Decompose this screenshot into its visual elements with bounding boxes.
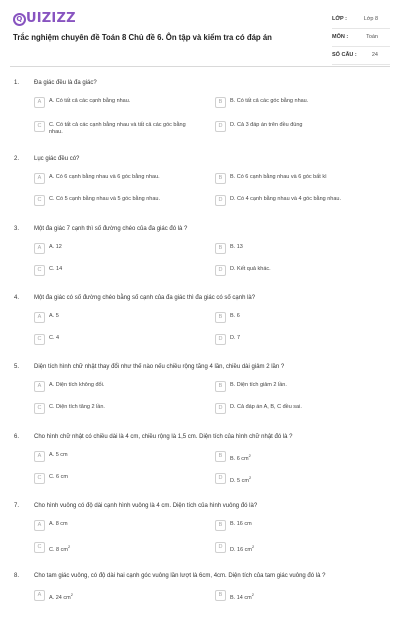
option-text-main: C. 8 cm: [49, 546, 68, 553]
answer-option[interactable]: [34, 334, 204, 346]
option-letter-box: A: [34, 243, 45, 254]
option-letter-box: A: [34, 590, 45, 601]
question-item: [0, 503, 400, 573]
info-value: 24: [371, 52, 378, 58]
question-number: 7.: [14, 503, 20, 509]
option-letter-box: C: [34, 334, 45, 345]
option-text-main: C. 14: [49, 266, 63, 272]
option-superscript: 2: [67, 544, 71, 549]
question-item: [0, 434, 400, 504]
option-text-main: B. Có tất cả các góc bằng nhau.: [230, 98, 309, 104]
option-text: [230, 543, 380, 554]
option-text-main: A. Có 6 cạnh bằng nhau và 6 góc bằng nhau.: [49, 174, 160, 180]
option-text-main: B. 16 cm: [230, 521, 252, 527]
question-text: Một đa giác 7 cạnh thì số đường chéo của đa giác đó là ?: [34, 226, 188, 232]
option-text: [49, 404, 199, 411]
option-text-main: D. 16 cm: [230, 546, 253, 553]
answer-option[interactable]: [34, 195, 204, 207]
option-text-main: D. 7: [230, 335, 241, 341]
option-text-main: A. 5 cm: [49, 452, 68, 458]
option-text: [49, 266, 199, 273]
option-letter-box: D: [215, 265, 226, 276]
option-letter-box: A: [34, 173, 45, 184]
info-key: SỐ CÂU :: [332, 52, 357, 58]
info-row: [332, 32, 390, 47]
answer-option[interactable]: [34, 590, 204, 602]
question-number: 2.: [14, 156, 20, 162]
option-letter-box: B: [215, 381, 226, 392]
answer-option[interactable]: [34, 542, 204, 554]
info-row: [332, 50, 390, 65]
option-text-main: A. 5: [49, 313, 59, 319]
option-text: [49, 382, 199, 389]
header-divider: [10, 66, 390, 67]
option-letter-box: A: [34, 312, 45, 323]
option-text-main: B. 6: [230, 313, 240, 319]
option-superscript: 2: [248, 475, 252, 480]
question-text: Đa giác đều là đa giác?: [34, 80, 97, 86]
option-text-main: C. 6 cm: [49, 474, 68, 480]
option-text: [49, 196, 199, 203]
option-text: [49, 244, 199, 251]
option-text-main: D. Cả đáp án A, B, C đều sai.: [230, 404, 302, 410]
option-letter-box: C: [34, 121, 45, 132]
answer-option[interactable]: [215, 520, 385, 532]
page-title: Trắc nghiệm chuyên đề Toán 8 Chủ đề 6. Ôn tập và kiểm tra có đáp án: [13, 33, 272, 42]
option-text: [49, 335, 199, 342]
info-box: [332, 14, 390, 68]
option-text-main: B. Diện tích giảm 2 lần.: [230, 382, 287, 388]
option-text-main: B. Có 6 cạnh bằng nhau và 6 góc bất kì: [230, 174, 327, 180]
option-letter-box: D: [215, 542, 226, 553]
option-text: [230, 452, 380, 463]
option-letter-box: A: [34, 520, 45, 531]
option-text: [49, 452, 199, 459]
option-letter-box: C: [34, 195, 45, 206]
answer-option[interactable]: [215, 173, 385, 185]
option-text: [49, 591, 199, 602]
answer-option[interactable]: [215, 542, 385, 554]
option-letter-box: C: [34, 473, 45, 484]
answer-option[interactable]: [34, 381, 204, 393]
answer-option[interactable]: [34, 451, 204, 463]
question-text: Diện tích hình chữ nhật thay đổi như thế nào nếu chiều rộng tăng 4 lần, chiều dài giảm 2 lần ?: [34, 364, 285, 370]
answer-option[interactable]: [215, 97, 385, 109]
quizizz-logo: [13, 11, 76, 26]
option-letter-box: D: [215, 121, 226, 132]
option-letter-box: A: [34, 97, 45, 108]
answer-option[interactable]: [215, 403, 385, 415]
option-text: [230, 591, 380, 602]
answer-option[interactable]: [34, 520, 204, 532]
option-text-main: B. 14 cm: [230, 594, 252, 601]
option-letter-box: B: [215, 312, 226, 323]
option-text: [49, 174, 199, 181]
question-text: Lục giác đều có?: [34, 156, 80, 162]
option-letter-box: A: [34, 451, 45, 462]
answer-option[interactable]: [215, 243, 385, 255]
answer-option[interactable]: [34, 121, 204, 133]
option-text-main: C. Có tất cả các cạnh bằng nhau và tất cả các góc bằng nhau.: [49, 122, 186, 135]
logo-q-icon: Q: [13, 13, 26, 26]
question-text: Cho hình chữ nhật có chiều dài là 4 cm, chiều rộng là 1,5 cm. Diện tích của hình chữ nhật đó là ?: [34, 434, 293, 440]
info-value: Toán: [366, 34, 378, 40]
question-number: 5.: [14, 364, 20, 370]
option-text: [230, 382, 380, 389]
option-superscript: 2: [251, 592, 254, 597]
option-text-main: A. Diện tích không đổi.: [49, 382, 105, 388]
answer-option[interactable]: [34, 243, 204, 255]
answer-option[interactable]: [34, 173, 204, 185]
option-superscript: 2: [70, 592, 73, 597]
option-text: [49, 521, 199, 528]
option-letter-box: B: [215, 590, 226, 601]
option-text: [230, 474, 380, 485]
answer-option[interactable]: [215, 334, 385, 346]
option-letter-box: C: [34, 403, 45, 414]
answer-option[interactable]: [215, 312, 385, 324]
option-text-main: A. 24 cm: [49, 594, 71, 601]
option-text: [49, 313, 199, 320]
question-text: Cho hình vuông có độ dài cạnh hình vuông là 4 cm. Diện tích của hình vuông đó là?: [34, 503, 258, 509]
option-letter-box: D: [215, 473, 226, 484]
option-letter-box: D: [215, 195, 226, 206]
answer-option[interactable]: [34, 312, 204, 324]
option-letter-box: D: [215, 334, 226, 345]
option-text-main: D. Kết quả khác.: [230, 266, 271, 272]
answer-option[interactable]: [34, 403, 204, 415]
option-text-main: C. Diện tích tăng 2 lần.: [49, 404, 105, 410]
option-superscript: 2: [248, 453, 251, 458]
option-letter-box: B: [215, 451, 226, 462]
option-text: [230, 521, 380, 528]
option-text-main: A. 12: [49, 244, 62, 250]
answer-option[interactable]: [34, 265, 204, 277]
option-text-main: A. 8 cm: [49, 521, 68, 527]
question-text: Một đa giác có số đường chéo bằng số cạnh của đa giác thì đa giác có số cạnh là?: [34, 295, 256, 301]
option-text-main: C. Có 5 cạnh bằng nhau và 5 góc bằng nhau.: [49, 196, 161, 202]
answer-option[interactable]: [215, 451, 385, 463]
option-text: [49, 543, 199, 554]
question-item: [0, 156, 400, 226]
option-text: [49, 98, 199, 105]
option-letter-box: C: [34, 265, 45, 276]
answer-option[interactable]: [215, 473, 385, 485]
question-number: 4.: [14, 295, 20, 301]
option-text-main: D. 5 cm: [230, 477, 249, 484]
option-letter-box: A: [34, 381, 45, 392]
question-item: [0, 364, 400, 434]
option-letter-box: B: [215, 97, 226, 108]
question-item: [0, 295, 400, 365]
question-number: 1.: [14, 80, 20, 86]
option-text-main: B. 6 cm: [230, 455, 249, 462]
option-letter-box: B: [215, 173, 226, 184]
question-item: [0, 226, 400, 296]
question-number: 8.: [14, 573, 20, 579]
option-text: [230, 196, 380, 203]
option-text: [230, 174, 380, 181]
header: [0, 0, 400, 62]
option-text: [230, 98, 380, 105]
info-key: MÔN :: [332, 34, 349, 40]
answer-option[interactable]: [215, 121, 385, 133]
info-key: LỚP :: [332, 16, 347, 22]
option-text: [230, 122, 380, 129]
option-text-main: D. Cả 3 đáp án trên đều đúng: [230, 122, 303, 128]
option-text: [230, 266, 380, 273]
option-text: [230, 404, 380, 411]
option-text-main: A. Có tất cả các cạnh bằng nhau.: [49, 98, 131, 104]
option-text-main: C. 4: [49, 335, 60, 341]
option-text: [49, 474, 199, 481]
answer-option[interactable]: [215, 381, 385, 393]
option-letter-box: B: [215, 520, 226, 531]
question-item: [0, 80, 400, 150]
question-item: [0, 573, 400, 643]
option-text: [230, 244, 380, 251]
question-number: 3.: [14, 226, 20, 232]
option-text-main: D. Có 4 cạnh bằng nhau và 4 góc bằng nhau.: [230, 196, 342, 202]
answer-option[interactable]: [215, 195, 385, 207]
logo-text: UIZIZZ: [26, 11, 76, 26]
option-text-main: B. 13: [230, 244, 243, 250]
answer-option[interactable]: [34, 473, 204, 485]
option-superscript: 2: [252, 544, 255, 549]
option-text: [230, 335, 380, 342]
question-number: 6.: [14, 434, 20, 440]
option-letter-box: B: [215, 243, 226, 254]
option-letter-box: D: [215, 403, 226, 414]
question-text: Cho tam giác vuông, có độ dài hai cạnh góc vuông lần lượt là 6cm, 4cm. Diện tích của tam giác vuông đó là ?: [34, 573, 326, 579]
option-text: [49, 122, 199, 136]
option-letter-box: C: [34, 542, 45, 553]
answer-option[interactable]: [215, 265, 385, 277]
answer-option[interactable]: [34, 97, 204, 109]
info-value: Lớp 8: [363, 16, 378, 22]
answer-option[interactable]: [215, 590, 385, 602]
info-row: [332, 14, 390, 29]
option-text: [230, 313, 380, 320]
